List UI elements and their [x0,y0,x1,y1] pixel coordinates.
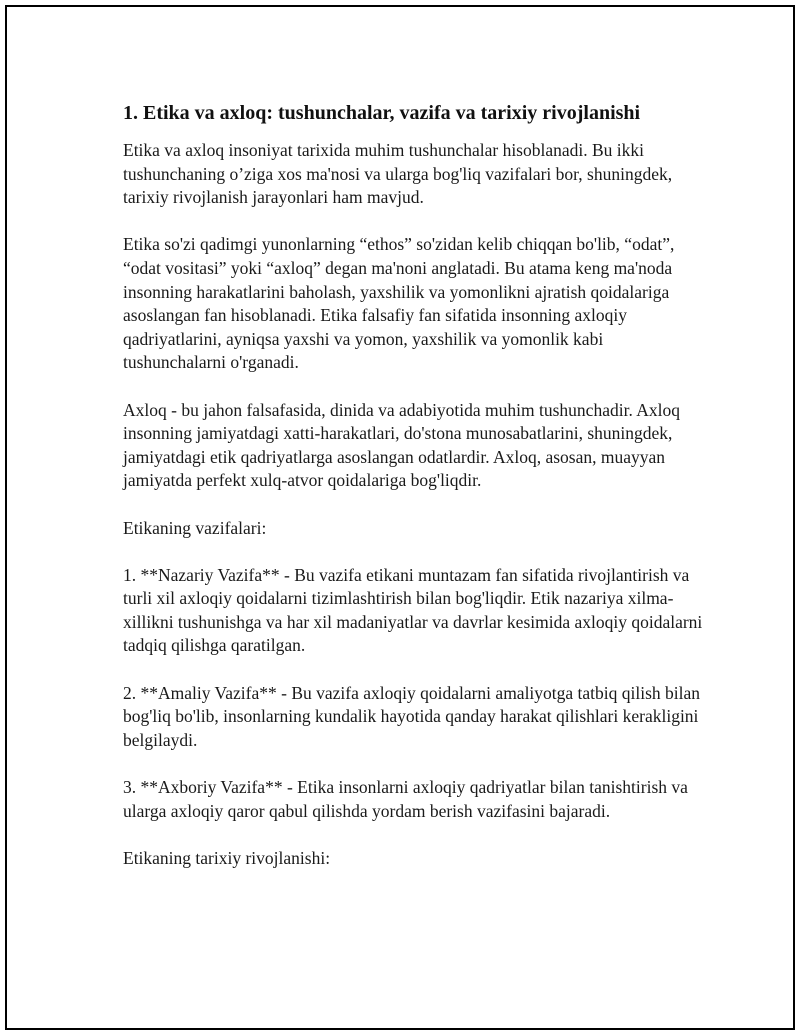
paragraph-vazifalar-heading: Etikaning vazifalari: [123,517,267,538]
paragraph-tarixiy-heading: Etikaning tarixiy rivojlanishi: [123,847,331,868]
document-body [123,99,703,894]
paragraph-nazariy-vazifa: 1. **Nazariy Vazifa** - Bu vazifa etikani muntazam fan sifatida rivojlantirish va turli xil axloqiy qoidalarni tizimlashtirish bilan bog'liqdir. Etik nazariya xilma-xillikni tushunishga va har xil madaniyatlar va davrlar kesimida axloqiy qoidalarni tadqiq qilishga qaratilgan. [123,564,703,656]
paragraph-axloq-definition: Axloq - bu jahon falsafasida, dinida va adabiyotida muhim tushunchadir. Axloq insonning jamiyatdagi xatti-harakatlari, do'stona munosabatlarini, shuningdek, jamiyatdagi etik qadriyatlarga asoslangan odatlardir. Axloq, asosan, muayyan jamiyatda perfekt xulq-atvor qoidalariga bog'liqdir. [123,399,680,491]
paragraph-axboriy-vazifa: 3. **Axboriy Vazifa** - Etika insonlarni axloqiy qadriyatlar bilan tanishtirish va ularga axloqiy qaror qabul qilishda yordam berish vazifasini bajaradi. [123,777,688,821]
document-page [5,5,795,1030]
section-heading: 1. Etika va axloq: tushunchalar, vazifa va tarixiy rivojlanishi [123,102,641,124]
paragraph-etika-definition: Etika so'zi qadimgi yunonlarning “ethos” so'zidan kelib chiqqan bo'lib, “odat”, “odat vositasi” yoki “axloq” degan ma'noni anglatadi. Bu atama keng ma'noda insonning harakatlarini baholash, yaxshilik va yomonlikni ajratish qoidalariga asoslangan fan hisoblanadi. Etika falsafiy fan sifatida insonning axloqiy qadriyatlarini, ayniqsa yaxshi va yomon, yaxshilik va yomonlik kabi tushunchalarni o'rganadi. [123,234,675,373]
paragraph-intro: Etika va axloq insoniyat tarixida muhim tushunchalar hisoblanadi. Bu ikki tushunchaning o’ziga xos ma'nosi va ularga bog'liq vazifalari bor, shuningdek, tarixiy rivojlanish jarayonlari ham mavjud. [123,140,673,208]
paragraph-amaliy-vazifa: 2. **Amaliy Vazifa** - Bu vazifa axloqiy qoidalarni amaliyotga tatbiq qilish bilan bog'liq bo'lib, insonlarning kundalik hayotida qanday harakat qilishlari kerakligini belgilaydi. [123,682,701,750]
